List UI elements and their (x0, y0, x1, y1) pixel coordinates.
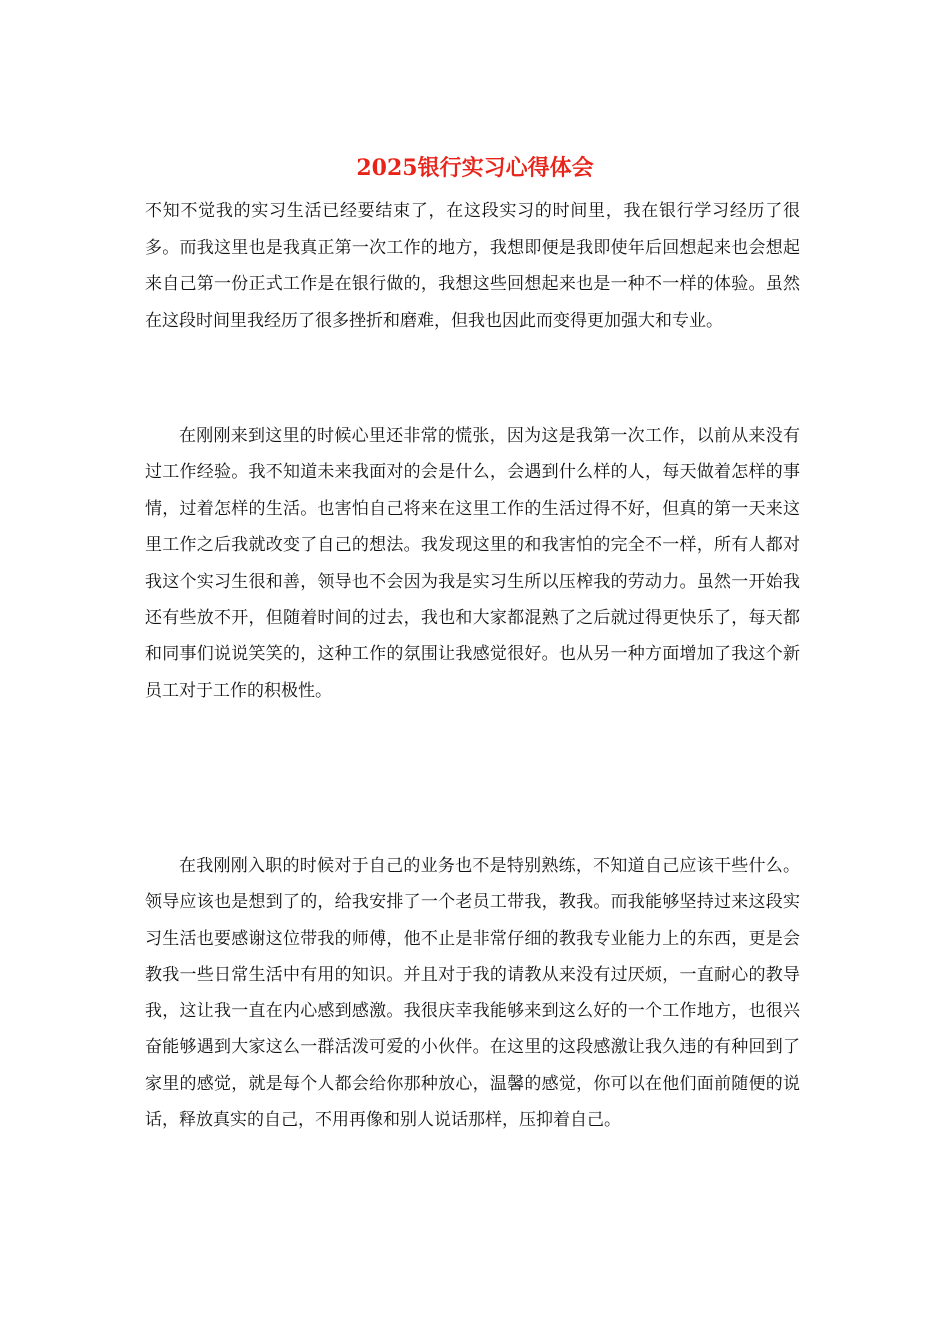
paragraph-3: 在我刚刚入职的时候对于自己的业务也不是特别熟练，不知道自己应该干些什么。领导应该也是想到了的，给我安排了一个老员工带我，教我。而我能够坚持过来这段实习生活也要感谢这位带我的师傅，他不止是非常仔细的教我专业能力上的东西，更是会教我一些日常生活中有用的知识。并且对于我的请教从来没有过厌烦，一直耐心的教导我，这让我一直在内心感到感激。我很庆幸我能够来到这么好的一个工作地方，也很兴奋能够遇到大家这么一群活泼可爱的小伙伴。在这里的这段感激让我久违的有种回到了家里的感觉，就是每个人都会给你那种放心，温馨的感觉，你可以在他们面前随便的说话，释放真实的自己，不用再像和别人说话那样，压抑着自己。 (145, 856, 800, 1131)
paragraph-1: 不知不觉我的实习生活已经要结束了，在这段实习的时间里，我在银行学习经历了很多。而我这里也是我真正第一次工作的地方，我想即便是我即使年后回想起来也会想起来自己第一份正式工作是在银行做的，我想这些回想起来也是一种不一样的体验。虽然在这段时间里我经历了很多挫折和磨难，但我也因此而变得更加强大和专业。 (145, 201, 800, 331)
paragraph-2: 在刚刚来到这里的时候心里还非常的慌张，因为这是我第一次工作，以前从来没有过工作经验。我不知道未来我面对的会是什么，会遇到什么样的人，每天做着怎样的事情，过着怎样的生活。也害怕自己将来在这里工作的生活过得不好，但真的第一天来这里工作之后我就改变了自己的想法。我发现这里的和我害怕的完全不一样，所有人都对我这个实习生很和善，领导也不会因为我是实习生所以压榨我的劳动力。虽然一开始我还有些放不开，但随着时间的过去，我也和大家都混熟了之后就过得更快乐了，每天都和同事们说说笑笑的，这种工作的氛围让我感觉很好。也从另一种方面增加了我这个新员工对于工作的积极性。 (145, 426, 800, 701)
document-title: 2025银行实习心得体会 (356, 155, 594, 181)
